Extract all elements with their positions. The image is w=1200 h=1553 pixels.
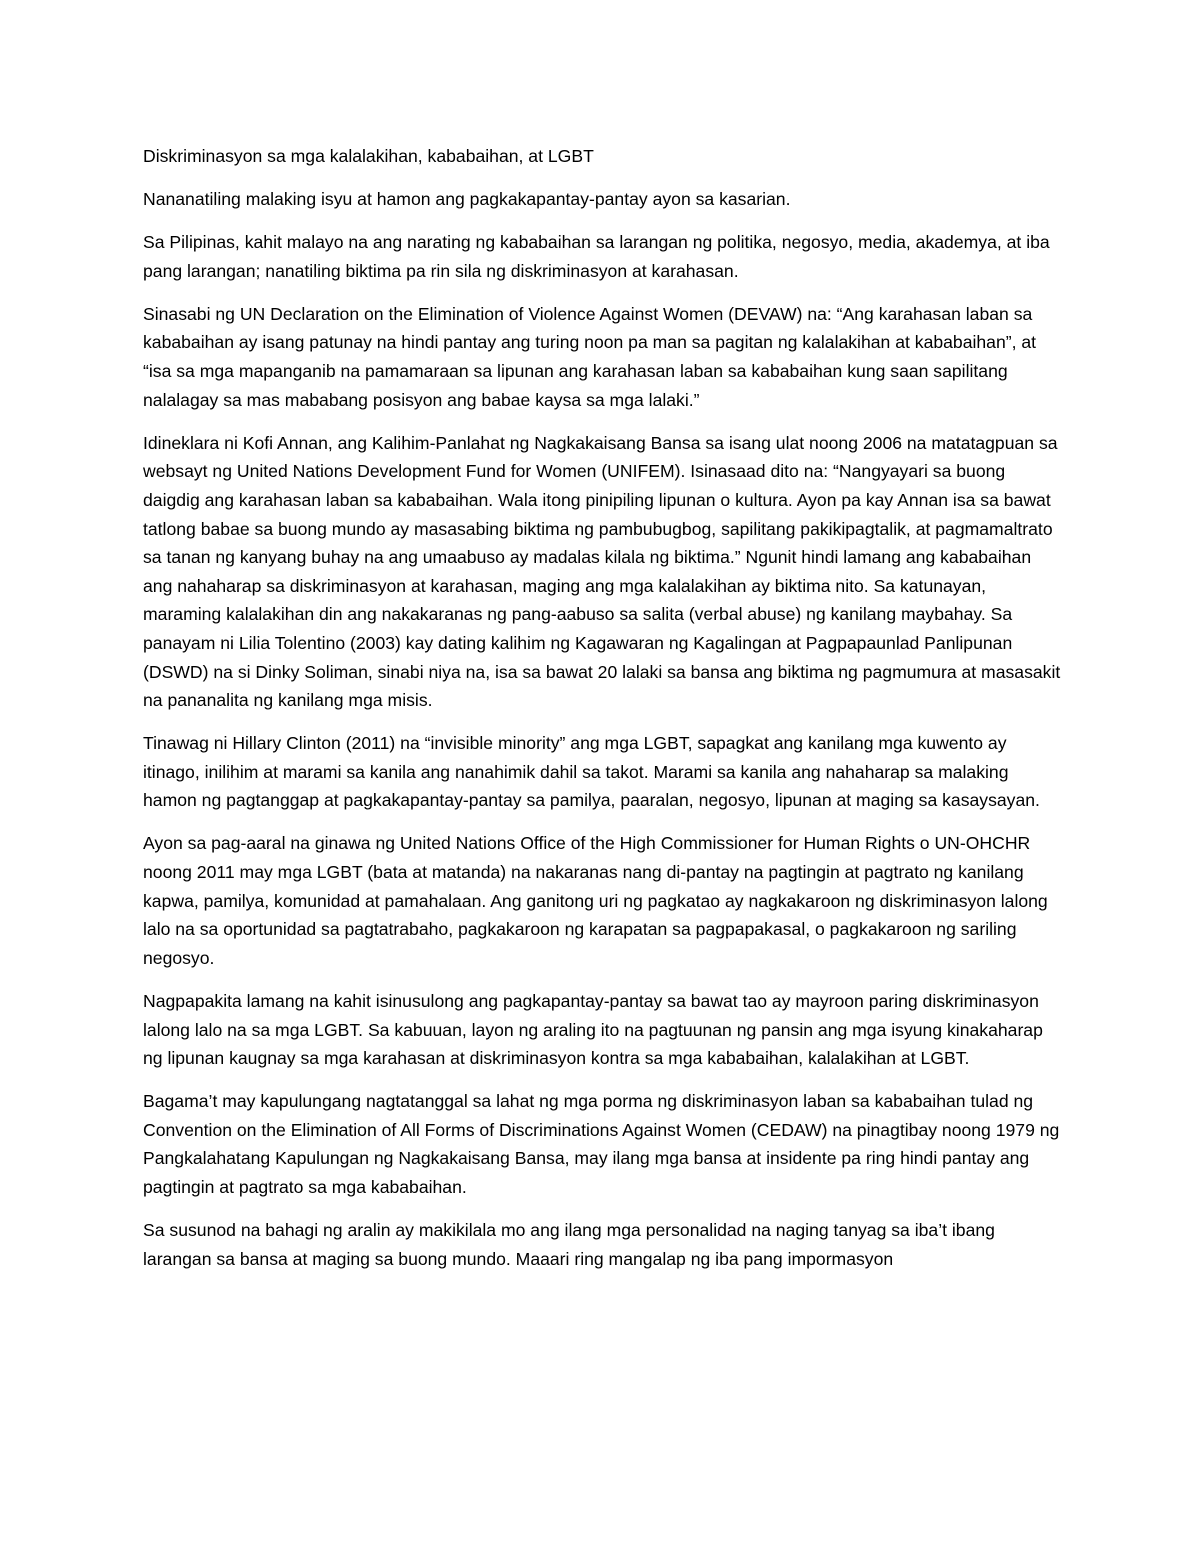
- paragraph-8: Bagama’t may kapulungang nagtatanggal sa lahat ng mga porma ng diskriminasyon laban sa kababaihan tulad ng Convention on the Elimination of All Forms of Discriminations Against Women (CEDAW) na pinagtibay noong 1979 ng Pangkalahatang Kapulungan ng Nagkakaisang Bansa, may ilang mga bansa at insidente pa ring hindi pantay ang pagtingin at pagtrato sa mga kababaihan.: [143, 1091, 1060, 1197]
- paragraph-7: Nagpapakita lamang na kahit isinusulong ang pagkapantay-pantay sa bawat tao ay mayroon paring diskriminasyon lalong lalo na sa mga LGBT. Sa kabuuan, layon ng araling ito na pagtuunan ng pansin ang mga isyung kinakaharap ng lipunan kaugnay sa mga karahasan at diskriminasyon kontra sa mga kababaihan, kalalakihan at LGBT.: [143, 990, 1043, 1069]
- paragraph-4: Idineklara ni Kofi Annan, ang Kalihim-Panlahat ng Nagkakaisang Bansa sa isang ulat noong 2006 na matatagpuan sa websayt ng United Nations Development Fund for Women (UNIFEM). Isinasaad dito na: “Nangyayari sa buong daigdig ang karahasan laban sa kababaihan. Wala itong pinipiling lipunan o kultura. Ayon pa kay Annan isa sa bawat tatlong babae sa buong mundo ay masasabing biktima ng pambubugbog, sapilitang pakikipagtalik, at pagmamaltrato sa tanan ng kanyang buhay na ang umaabuso ay madalas kilala ng biktima.” Ngunit hindi lamang ang kababaihan ang nahaharap sa diskriminasyon at karahasan, maging ang mga kalalakihan ay biktima nito. Sa katunayan, maraming kalalakihan din ang nakakaranas ng pang-aabuso sa salita (verbal abuse) ng kanilang maybahay. Sa panayam ni Lilia Tolentino (2003) kay dating kalihim ng Kagawaran ng Kagalingan at Pagpapaunlad Panlipunan (DSWD) na si Dinky Soliman, sinabi niya na, isa sa bawat 20 lalaki sa bansa ang biktima ng pagmumura at masasakit na pananalita ng kanilang mga misis.: [143, 432, 1061, 711]
- paragraph-6: Ayon sa pag-aaral na ginawa ng United Nations Office of the High Commissioner for Human Rights o UN-OHCHR noong 2011 may mga LGBT (bata at matanda) na nakaranas nang di-pantay na pagtingin at pagtrato ng kanilang kapwa, pamilya, komunidad at pamahalaan. Ang ganitong uri ng pagkatao ay nagkakaroon ng diskriminasyon lalong lalo na sa oportunidad sa pagtatrabaho, pagkakaroon ng karapatan sa pagpapakasal, o pagkakaroon ng sariling negosyo.: [143, 833, 1048, 968]
- document-body: [143, 142, 1063, 1288]
- paragraph-2: Sa Pilipinas, kahit malayo na ang narating ng kababaihan sa larangan ng politika, negosyo, media, akademya, at iba pang larangan; nanatiling biktima pa rin sila ng diskriminasyon at karahasan.: [143, 232, 1050, 281]
- paragraph-1: Nananatiling malaking isyu at hamon ang pagkakapantay-pantay ayon sa kasarian.: [143, 189, 791, 210]
- paragraph-5: Tinawag ni Hillary Clinton (2011) na “invisible minority” ang mga LGBT, sapagkat ang kanilang mga kuwento ay itinago, inilihim at marami sa kanila ang nanahimik dahil sa takot. Marami sa kanila ang nahaharap sa malaking hamon ng pagtanggap at pagkakapantay-pantay sa pamilya, paaralan, negosyo, lipunan at maging sa kasaysayan.: [143, 733, 1040, 811]
- paragraph-3: Sinasabi ng UN Declaration on the Elimination of Violence Against Women (DEVAW) na: “Ang karahasan laban sa kababaihan ay isang patunay na hindi pantay ang turing noon pa man sa pagitan ng kalalakihan at kababaihan”, at “isa sa mga mapanganib na pamamaraan sa lipunan ang karahasan laban sa kababaihan kung saan sapilitang nalalagay sa mas mababang posisyon ang babae kaysa sa mga lalaki.”: [143, 303, 1037, 410]
- document-title: Diskriminasyon sa mga kalalakihan, kababaihan, at LGBT: [143, 146, 594, 166]
- paragraph-9: Sa susunod na bahagi ng aralin ay makikilala mo ang ilang mga personalidad na naging tanyag sa iba’t ibang larangan sa bansa at maging sa buong mundo. Maaari ring mangalap ng iba pang impormasyon: [143, 1220, 995, 1269]
